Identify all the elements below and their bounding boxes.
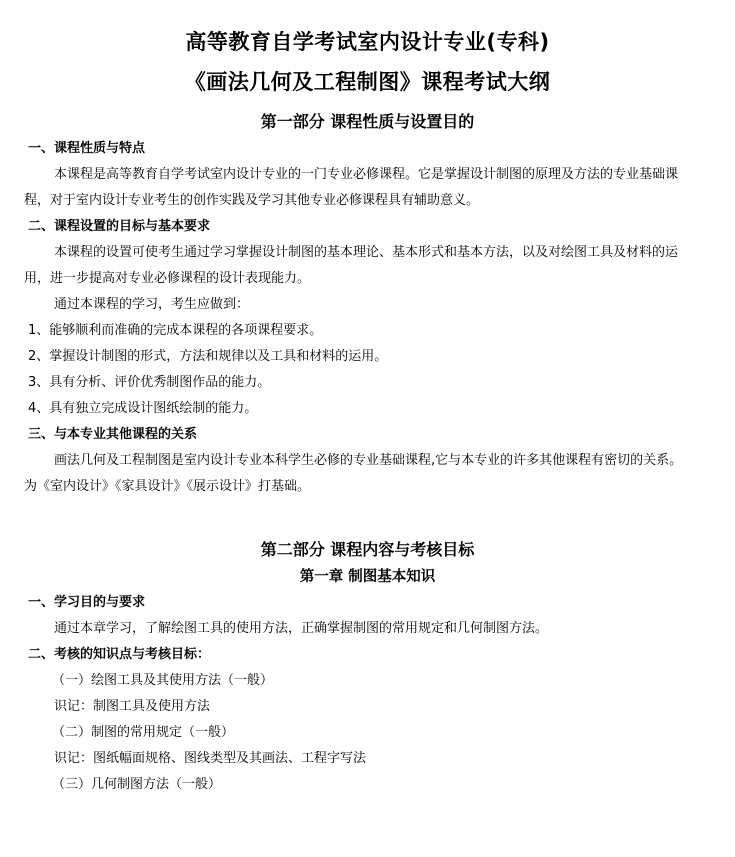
- chapter1-goal-text: 通过本章学习，了解绘图工具的使用方法，正确掌握制图的常用规定和几何制图方法。: [54, 621, 549, 636]
- section1-paragraph-line1: 本课程是高等教育自学考试室内设计专业的一门专业必修课程。它是掌握设计制图的原理及方法的专业基础课: [54, 167, 679, 182]
- part1-heading: 第一部分 课程性质与设置目的: [260, 112, 475, 131]
- section2-intro: 通过本课程的学习，考生应做到：: [54, 297, 250, 312]
- section3-paragraph: [4, 448, 731, 500]
- chapter1-points-heading: 二、考核的知识点与考核目标：: [28, 647, 211, 662]
- list-item: 2、掌握设计制图的形式，方法和规律以及工具和材料的运用。: [28, 349, 388, 364]
- list-item: 4、具有独立完成设计图纸绘制的能力。: [28, 401, 258, 416]
- list-item: 识记：制图工具及使用方法: [54, 699, 211, 714]
- section3-paragraph-line1: 画法几何及工程制图是室内设计专业本科学生必修的专业基础课程,它与本专业的许多其他课程有密切的关系。: [54, 453, 683, 468]
- section3-paragraph-line2: 为《室内设计》《家具设计》《展示设计》打基础。: [24, 479, 311, 494]
- list-item: （三）几何制图方法（一般）: [52, 777, 222, 792]
- section1-paragraph-line2: 程，对于室内设计专业考生的创作实践及学习其他专业必修课程具有辅助意义。: [24, 193, 480, 208]
- document-title-line1: 高等教育自学考试室内设计专业(专科): [185, 30, 550, 54]
- section2-paragraph-line2: 用，进一步提高对专业必修课程的设计表现能力。: [24, 271, 311, 286]
- section1-paragraph: [4, 162, 731, 214]
- list-item: 识记：图纸幅面规格、图线类型及其画法、工程字写法: [54, 751, 367, 766]
- list-item: （二）制图的常用规定（一般）: [52, 725, 235, 740]
- section2-paragraph: [4, 240, 731, 292]
- section1-heading: 一、课程性质与特点: [28, 141, 146, 156]
- list-item: 3、具有分析、评价优秀制图作品的能力。: [28, 375, 271, 390]
- list-item: 1、能够顺利而准确的完成本课程的各项课程要求。: [28, 323, 323, 338]
- document-title-line2: 《画法几何及工程制图》课程考试大纲: [184, 70, 551, 94]
- section2-paragraph-line1: 本课程的设置可使考生通过学习掌握设计制图的基本理论、基本形式和基本方法，以及对绘图工具及材料的运: [54, 245, 679, 260]
- list-item: （一）绘图工具及其使用方法（一般）: [52, 673, 274, 688]
- part2-heading: 第二部分 课程内容与考核目标: [260, 540, 475, 559]
- chapter1-heading: 第一章 制图基本知识: [299, 568, 436, 585]
- chapter1-goal-heading: 一、学习目的与要求: [28, 595, 146, 610]
- section2-heading: 二、课程设置的目标与基本要求: [28, 219, 211, 234]
- section3-heading: 三、与本专业其他课程的关系: [28, 427, 198, 442]
